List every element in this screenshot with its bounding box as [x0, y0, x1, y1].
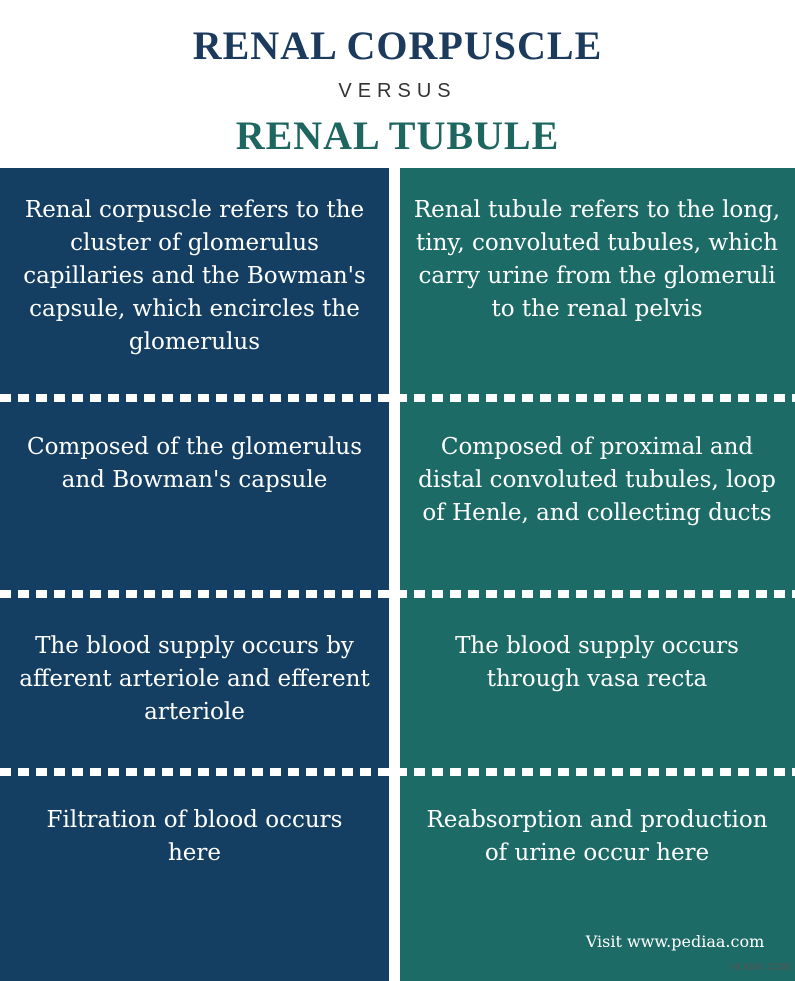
versus-label: VERSUS: [338, 80, 457, 102]
corpuscle-composition: Composed of the glomerulus and Bowman's capsule: [26, 434, 363, 493]
corpuscle-definition: Renal corpuscle refers to the cluster of glomerulus capillaries and the Bowman's capsule, which encircles the glomerulus: [23, 197, 366, 355]
row-divider: [0, 590, 795, 598]
header: [0, 0, 795, 168]
corpuscle-function: Filtration of blood occurs here: [46, 807, 343, 866]
title-renal-corpuscle: RENAL CORPUSCLE: [192, 23, 603, 68]
title-renal-tubule: RENAL TUBULE: [235, 113, 560, 158]
tubule-function: Reabsorption and production of urine occur here: [426, 807, 768, 866]
column-gap: [389, 168, 400, 981]
row-divider: [0, 768, 795, 776]
tubule-blood-supply: The blood supply occurs through vasa recta: [455, 633, 739, 692]
corpuscle-blood-supply: The blood supply occurs by afferent arteriole and efferent arteriole: [19, 633, 370, 725]
visit-link-text: Visit www.pediaa.com: [585, 932, 765, 951]
tubule-composition: Composed of proximal and distal convoluted tubules, loop of Henle, and collecting ducts: [418, 434, 776, 526]
tubule-definition: Renal tubule refers to the long, tiny, convoluted tubules, which carry urine from the glomeruli to the renal pelvis: [413, 197, 781, 322]
watermark: HLKMX.COM: [730, 962, 791, 973]
row-divider: [0, 394, 795, 402]
